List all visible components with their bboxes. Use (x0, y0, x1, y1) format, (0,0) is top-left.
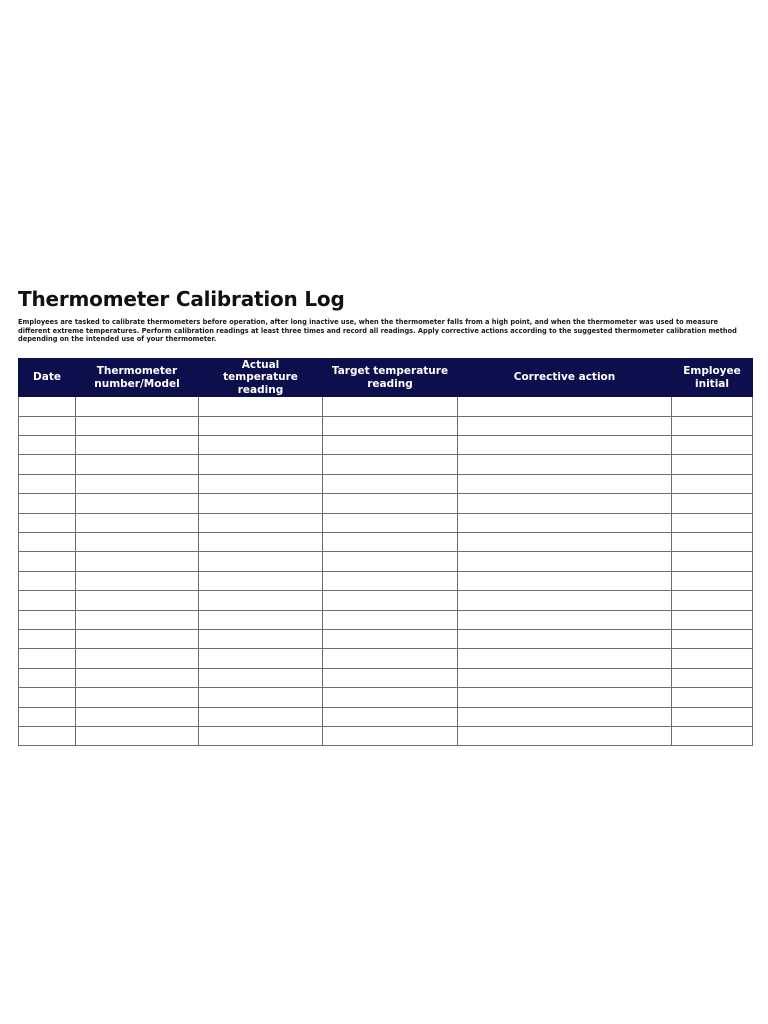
employee-initial-cell[interactable] (672, 707, 753, 726)
date-cell[interactable] (19, 571, 76, 590)
actual-temperature-cell[interactable] (199, 513, 323, 532)
date-cell[interactable] (19, 494, 76, 513)
date-cell[interactable] (19, 533, 76, 552)
instructions-paragraph: Employees are tasked to calibrate thermometers before operation, after long inactive use, when the thermometer falls from a high point, and when the thermometer was used to measure different extreme temperatures. Perform calibration readings at least three times and record all readings. Apply corrective actions according to the suggested thermometer calibration method depending on the intended use of your thermometer. (18, 318, 737, 344)
date-cell[interactable] (19, 688, 76, 707)
table-row (19, 591, 753, 610)
employee-initial-cell[interactable] (672, 494, 753, 513)
column-header-thermometer-number: Thermometer number/Model (76, 358, 199, 397)
target-temperature-cell[interactable] (323, 513, 458, 532)
calibration-log-document (18, 286, 752, 746)
thermometer-number-cell[interactable] (76, 436, 199, 455)
table-row (19, 668, 753, 687)
employee-initial-cell[interactable] (672, 591, 753, 610)
thermometer-number-cell[interactable] (76, 610, 199, 629)
date-cell[interactable] (19, 649, 76, 668)
corrective-action-cell[interactable] (458, 668, 672, 687)
employee-initial-cell[interactable] (672, 649, 753, 668)
employee-initial-cell[interactable] (672, 436, 753, 455)
employee-initial-cell[interactable] (672, 455, 753, 474)
corrective-action-cell[interactable] (458, 610, 672, 629)
target-temperature-cell[interactable] (323, 707, 458, 726)
target-temperature-cell[interactable] (323, 552, 458, 571)
corrective-action-cell[interactable] (458, 649, 672, 668)
employee-initial-cell[interactable] (672, 397, 753, 416)
table-row (19, 571, 753, 590)
target-temperature-cell[interactable] (323, 436, 458, 455)
date-cell[interactable] (19, 591, 76, 610)
employee-initial-cell[interactable] (672, 474, 753, 493)
table-row (19, 397, 753, 416)
column-header-actual-temperature: Actual temperature reading (199, 358, 323, 397)
actual-temperature-cell[interactable] (199, 571, 323, 590)
date-cell[interactable] (19, 726, 76, 745)
actual-temperature-cell[interactable] (199, 591, 323, 610)
date-cell[interactable] (19, 552, 76, 571)
thermometer-number-cell[interactable] (76, 571, 199, 590)
date-cell[interactable] (19, 513, 76, 532)
actual-temperature-cell[interactable] (199, 533, 323, 552)
thermometer-number-cell[interactable] (76, 397, 199, 416)
header-row (19, 358, 753, 397)
corrective-action-cell[interactable] (458, 688, 672, 707)
corrective-action-cell[interactable] (458, 474, 672, 493)
target-temperature-cell[interactable] (323, 649, 458, 668)
table-body (19, 397, 753, 746)
employee-initial-cell[interactable] (672, 726, 753, 745)
employee-initial-cell[interactable] (672, 552, 753, 571)
table-header (19, 358, 753, 397)
actual-temperature-cell[interactable] (199, 726, 323, 745)
thermometer-number-cell[interactable] (76, 591, 199, 610)
corrective-action-cell[interactable] (458, 726, 672, 745)
column-header-corrective-action: Corrective action (458, 358, 672, 397)
employee-initial-cell[interactable] (672, 610, 753, 629)
target-temperature-cell[interactable] (323, 610, 458, 629)
actual-temperature-cell[interactable] (199, 455, 323, 474)
actual-temperature-cell[interactable] (199, 397, 323, 416)
corrective-action-cell[interactable] (458, 533, 672, 552)
target-temperature-cell[interactable] (323, 668, 458, 687)
table-row (19, 552, 753, 571)
date-cell[interactable] (19, 610, 76, 629)
corrective-action-cell[interactable] (458, 455, 672, 474)
date-cell[interactable] (19, 436, 76, 455)
calibration-log-table (18, 358, 753, 747)
employee-initial-cell[interactable] (672, 416, 753, 435)
thermometer-number-cell[interactable] (76, 688, 199, 707)
actual-temperature-cell[interactable] (199, 707, 323, 726)
corrective-action-cell[interactable] (458, 707, 672, 726)
table-row (19, 474, 753, 493)
employee-initial-cell[interactable] (672, 513, 753, 532)
target-temperature-cell[interactable] (323, 474, 458, 493)
column-header-target-temperature: Target temperature reading (323, 358, 458, 397)
thermometer-number-cell[interactable] (76, 629, 199, 648)
date-cell[interactable] (19, 397, 76, 416)
target-temperature-cell[interactable] (323, 416, 458, 435)
corrective-action-cell[interactable] (458, 416, 672, 435)
actual-temperature-cell[interactable] (199, 474, 323, 493)
date-cell[interactable] (19, 455, 76, 474)
table-row (19, 436, 753, 455)
date-cell[interactable] (19, 474, 76, 493)
column-header-employee-initial: Employee initial (672, 358, 753, 397)
corrective-action-cell[interactable] (458, 629, 672, 648)
table-row (19, 629, 753, 648)
target-temperature-cell[interactable] (323, 726, 458, 745)
actual-temperature-cell[interactable] (199, 668, 323, 687)
actual-temperature-cell[interactable] (199, 629, 323, 648)
actual-temperature-cell[interactable] (199, 416, 323, 435)
corrective-action-cell[interactable] (458, 591, 672, 610)
table-row (19, 707, 753, 726)
table-row (19, 494, 753, 513)
table-row (19, 513, 753, 532)
target-temperature-cell[interactable] (323, 494, 458, 513)
column-header-date: Date (19, 358, 76, 397)
date-cell[interactable] (19, 668, 76, 687)
target-temperature-cell[interactable] (323, 533, 458, 552)
thermometer-number-cell[interactable] (76, 513, 199, 532)
thermometer-number-cell[interactable] (76, 552, 199, 571)
table-row (19, 726, 753, 745)
page-title: Thermometer Calibration Log (18, 287, 345, 311)
thermometer-number-cell[interactable] (76, 474, 199, 493)
corrective-action-cell[interactable] (458, 552, 672, 571)
thermometer-number-cell[interactable] (76, 416, 199, 435)
thermometer-number-cell[interactable] (76, 455, 199, 474)
corrective-action-cell[interactable] (458, 494, 672, 513)
employee-initial-cell[interactable] (672, 571, 753, 590)
actual-temperature-cell[interactable] (199, 688, 323, 707)
table-row (19, 455, 753, 474)
table-row (19, 416, 753, 435)
thermometer-number-cell[interactable] (76, 494, 199, 513)
target-temperature-cell[interactable] (323, 629, 458, 648)
date-cell[interactable] (19, 416, 76, 435)
table-row (19, 533, 753, 552)
employee-initial-cell[interactable] (672, 533, 753, 552)
thermometer-number-cell[interactable] (76, 649, 199, 668)
employee-initial-cell[interactable] (672, 629, 753, 648)
employee-initial-cell[interactable] (672, 688, 753, 707)
date-cell[interactable] (19, 707, 76, 726)
actual-temperature-cell[interactable] (199, 494, 323, 513)
target-temperature-cell[interactable] (323, 688, 458, 707)
corrective-action-cell[interactable] (458, 397, 672, 416)
date-cell[interactable] (19, 629, 76, 648)
thermometer-number-cell[interactable] (76, 533, 199, 552)
actual-temperature-cell[interactable] (199, 436, 323, 455)
actual-temperature-cell[interactable] (199, 649, 323, 668)
target-temperature-cell[interactable] (323, 591, 458, 610)
corrective-action-cell[interactable] (458, 436, 672, 455)
actual-temperature-cell[interactable] (199, 552, 323, 571)
target-temperature-cell[interactable] (323, 455, 458, 474)
employee-initial-cell[interactable] (672, 668, 753, 687)
corrective-action-cell[interactable] (458, 513, 672, 532)
thermometer-number-cell[interactable] (76, 668, 199, 687)
target-temperature-cell[interactable] (323, 397, 458, 416)
table-row (19, 688, 753, 707)
thermometer-number-cell[interactable] (76, 707, 199, 726)
actual-temperature-cell[interactable] (199, 610, 323, 629)
table-row (19, 649, 753, 668)
target-temperature-cell[interactable] (323, 571, 458, 590)
thermometer-number-cell[interactable] (76, 726, 199, 745)
table-row (19, 610, 753, 629)
corrective-action-cell[interactable] (458, 571, 672, 590)
